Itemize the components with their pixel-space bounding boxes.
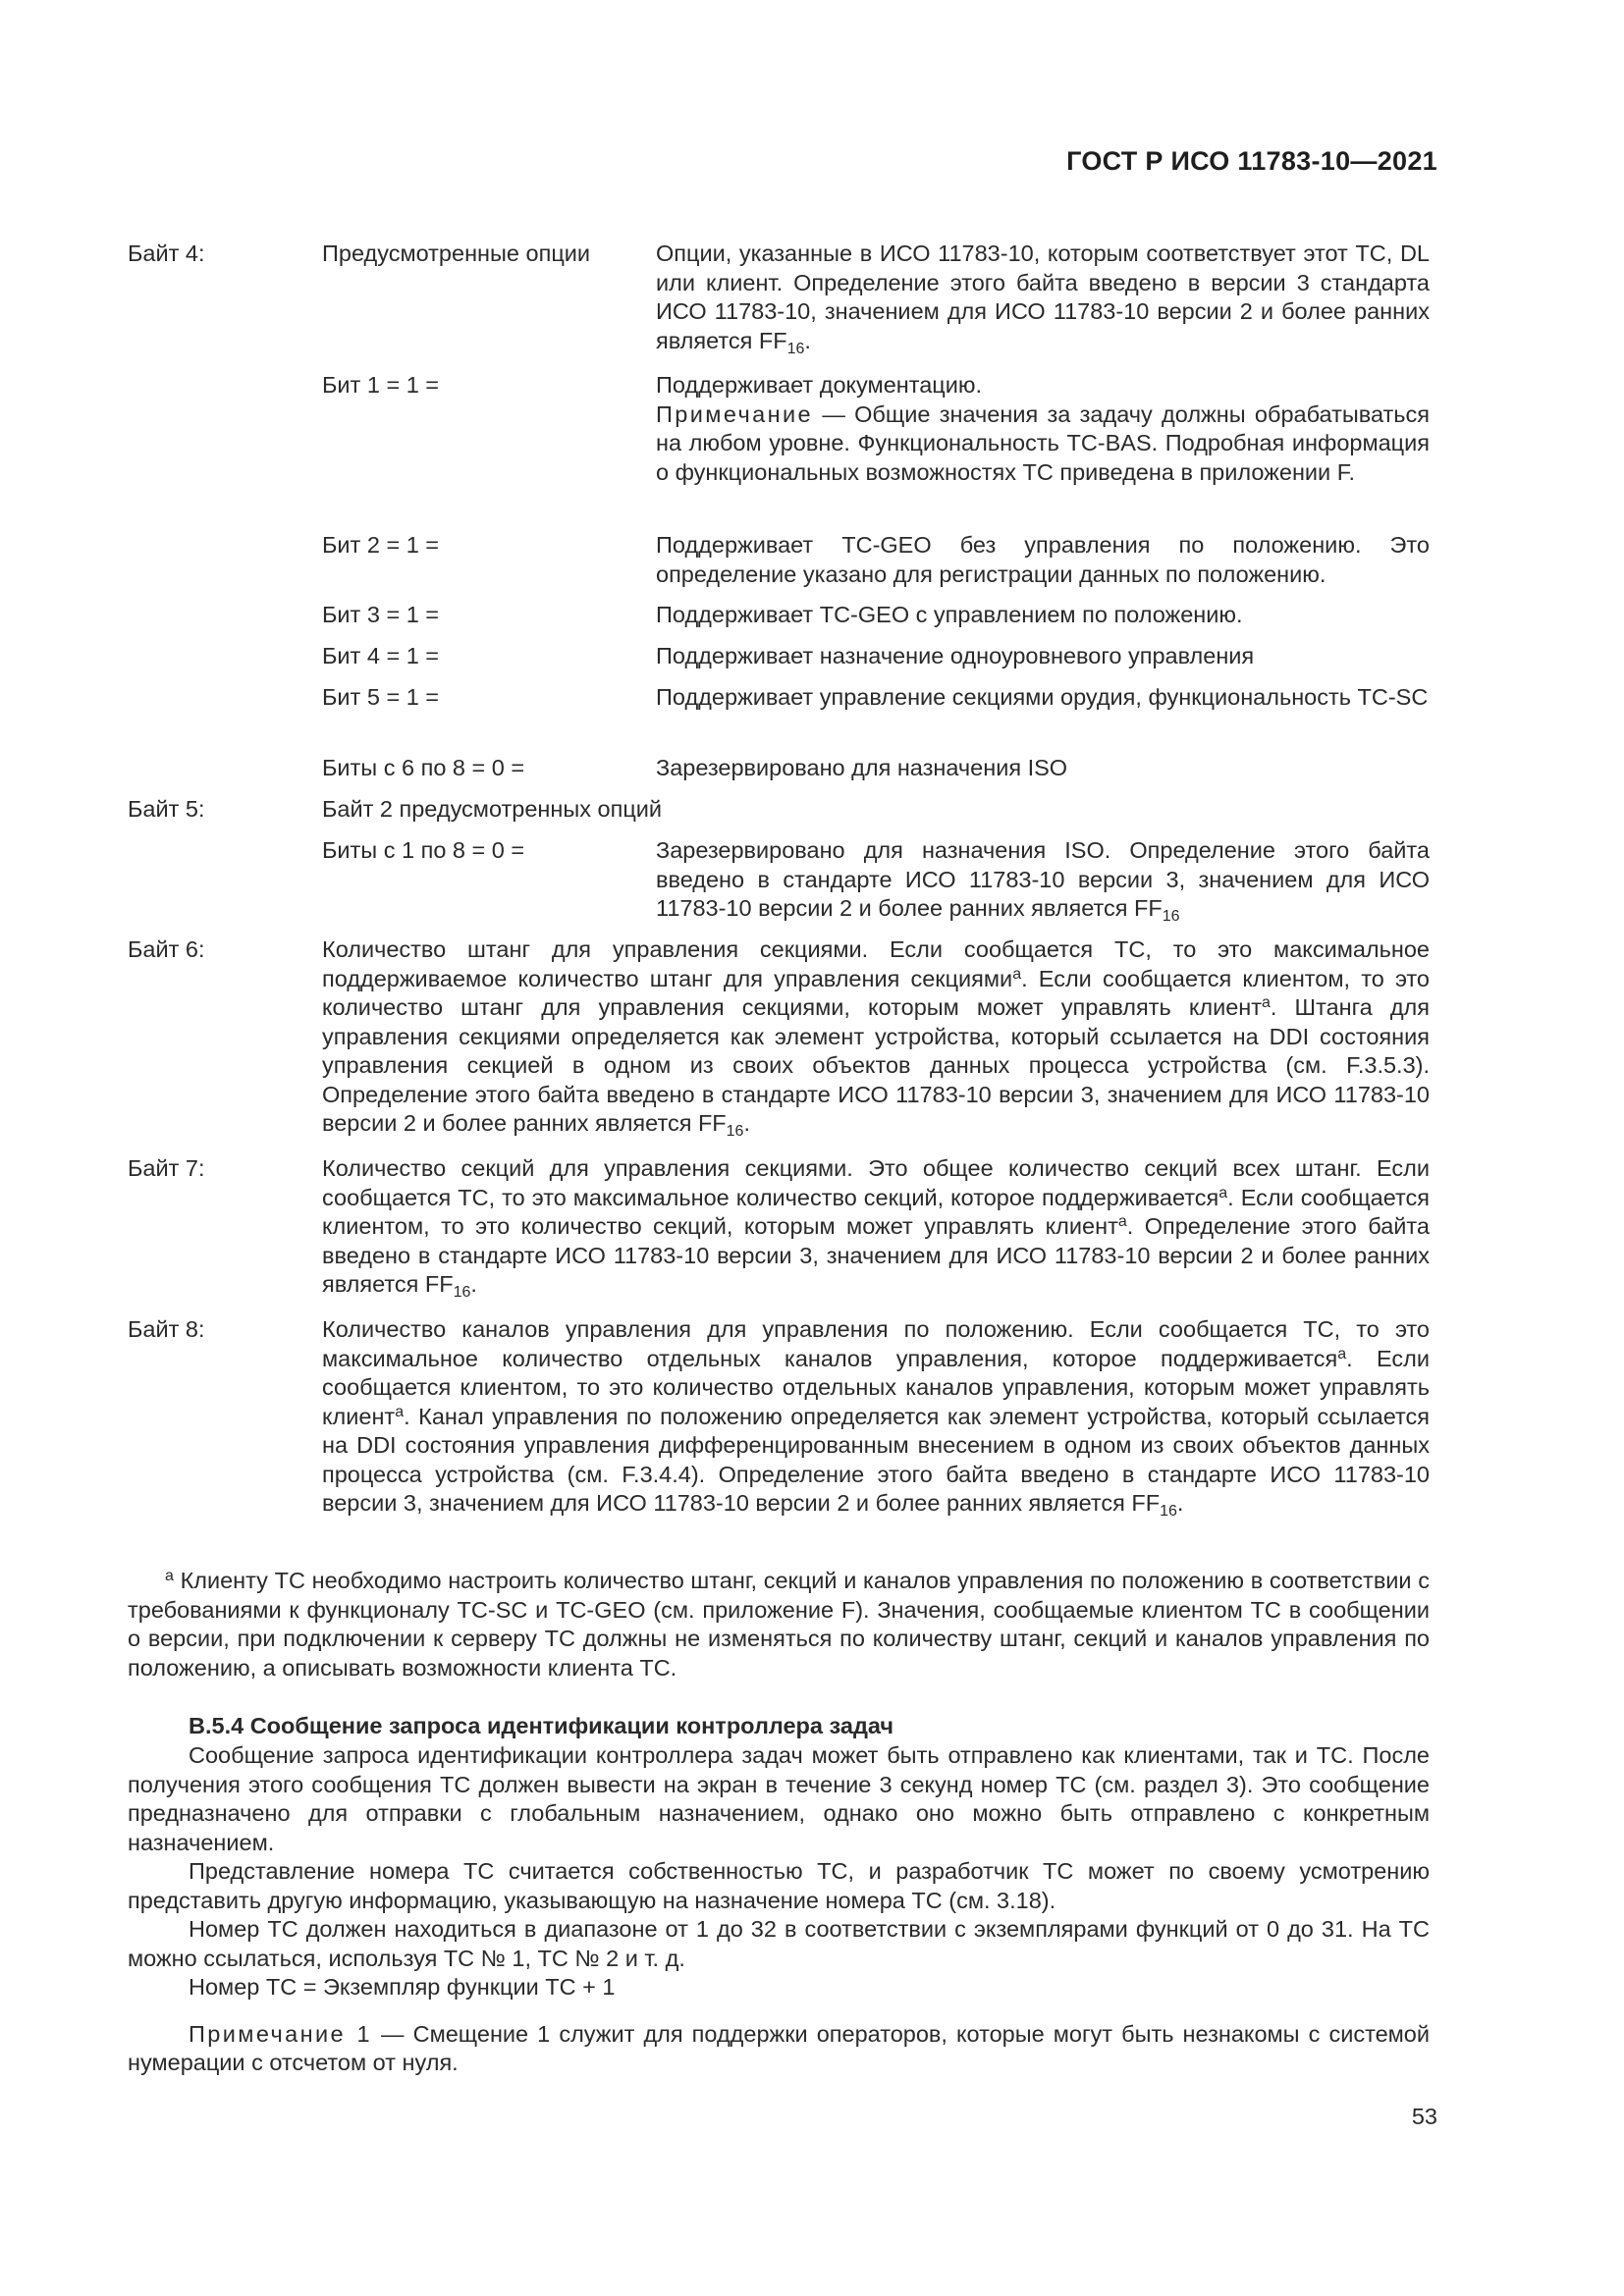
bit-2-description: Поддерживает TC-GEO без управления по положению. Это определение указано для регистрации данных по положению. bbox=[656, 532, 1430, 587]
byte-6-label: Байт 6: bbox=[128, 936, 205, 962]
bit-4-label: Бит 4 = 1 = bbox=[322, 643, 440, 668]
section-note: Примечание 1 — Смещение 1 служит для поддержки операторов, которые могут быть незнакомы с системой нумерации с отсчетом от нуля. bbox=[128, 2020, 1430, 2075]
byte-5-description: Зарезервировано для назначения ISO. Определение этого байта введено в стандарте ИСО 11783-10 версии 3, значением для ИСО 11783-10 версии 2 и более ранних является $FF_{16}$ bbox=[656, 837, 1430, 925]
byte-5-label: Байт 5: bbox=[128, 796, 205, 822]
byte-5-bits-label: Биты с 1 по 8 = 0 = bbox=[322, 837, 525, 863]
section-title: В.5.4 Сообщение запроса идентификации контроллера задач bbox=[189, 1713, 894, 1738]
document-header: ГОСТ Р ИСО 11783-10—2021 bbox=[1066, 146, 1437, 176]
section-paragraph: Номер ТС должен находиться в диапазоне от 1 до 32 в соответствии с экземплярами функций от 0 до 31. На ТС можно ссылаться, используя ТС № 1, ТС № 2 и т. д. bbox=[128, 1916, 1430, 1971]
bit-2-label: Бит 2 = 1 = bbox=[322, 532, 440, 558]
byte-4-label: Байт 4: bbox=[128, 240, 205, 266]
bits-6-8-description: Зарезервировано для назначения ISO bbox=[656, 755, 1068, 780]
section-body bbox=[128, 1741, 1430, 2078]
byte-6-description: Количество штанг для управления секциями. Если сообщается ТС, то это максимальное поддерживаемое количество штанг для управления секциями$^a$. Если сообщается клиентом, то это количество штанг для управления секциями, которым может управлять клиент$^a$. Штанга для управления секциями определяется как элемент устройства, который ссылается на DDI состояния управления секцией в одном из своих объектов данных процесса устройства (см. F.3.5.3). Определение этого байта введено в стандарте ИСО 11783-10 версии 3, значением для ИСО 11783-10 версии 2 и более ранних является $FF_{16}$. bbox=[322, 936, 1430, 1140]
bit-5-label: Бит 5 = 1 = bbox=[322, 684, 440, 710]
bit-1-description: Поддерживает документацию. Примечание — Общие значения за задачу должны обрабатываться на любом уровне. Функциональность TC-BAS. Подробная информация о функциональных возможностях ТС приведена в приложении F. bbox=[656, 372, 1430, 485]
footnote: $^a$ Клиенту ТС необходимо настроить количество штанг, секций и каналов управления по положению в соответствии с требованиями к функционалу TC-SC и TC-GEO (см. приложение F). Значения, сообщаемые клиентом ТС в сообщении о версии, при подключении к серверу ТС должны не изменяться по количеству штанг, секций и каналов управления по положению, а описывать возможности клиента ТС. bbox=[128, 1568, 1430, 1681]
note-label: Примечание bbox=[656, 400, 814, 427]
section-formula: Номер ТС = Экземпляр функции ТС + 1 bbox=[189, 1974, 616, 2000]
bits-6-8-label: Биты с 6 по 8 = 0 = bbox=[322, 755, 525, 780]
bit-5-description: Поддерживает управление секциями орудия, функциональность TC-SC bbox=[656, 684, 1429, 710]
byte-4-title: Предусмотренные опции bbox=[322, 240, 591, 266]
byte-7-label: Байт 7: bbox=[128, 1155, 205, 1181]
byte-5-title: Байт 2 предусмотренных опций bbox=[322, 796, 663, 822]
section-paragraph: Представление номера ТС считается собственностью ТС, и разработчик ТС может по своему усмотрению представить другую информацию, указывающую на назначение номера ТС (см. 3.18). bbox=[128, 1858, 1430, 1913]
bit-3-label: Бит 3 = 1 = bbox=[322, 602, 440, 627]
byte-8-label: Байт 8: bbox=[128, 1316, 205, 1342]
bit-3-description: Поддерживает TC-GEO с управлением по положению. bbox=[656, 602, 1243, 627]
section-paragraph: Сообщение запроса идентификации контроллера задач может быть отправлено как клиентами, так и ТС. После получения этого сообщения ТС должен вывести на экран в течение 3 секунд номер ТС (см. раздел 3). Это сообщение предназначено для отправки с глобальным назначением, однако оно можно быть отправлено с конкретным назначением. bbox=[128, 1742, 1430, 1855]
byte-4-description: Опции, указанные в ИСО 11783-10, которым соответствует этот ТС, DL или клиент. Определение этого байта введено в версии 3 стандарта ИСО 11783-10, значением для ИСО 11783-10 версии 2 и более ранних является $FF_{16}$. bbox=[656, 240, 1430, 357]
bit-4-description: Поддерживает назначение одноуровневого управления bbox=[656, 643, 1255, 668]
byte-8-description: Количество каналов управления для управления по положению. Если сообщается ТС, то это максимальное количество отдельных каналов управления, которое поддерживается$^a$. Если сообщается клиентом, то это количество отдельных каналов управления, которым может управлять клиент$^a$. Канал управления по положению определяется как элемент устройства, который ссылается на DDI состояния управления дифференцированным внесением в одном из своих объектов данных процесса устройства (см. F.3.4.4). Определение этого байта введено в стандарте ИСО 11783-10 версии 3, значением для ИСО 11783-10 версии 2 и более ранних является $FF_{16}$. bbox=[322, 1316, 1430, 1520]
bit-1-label: Бит 1 = 1 = bbox=[322, 372, 440, 398]
byte-7-description: Количество секций для управления секциями. Это общее количество секций всех штанг. Если сообщается ТС, то это максимальное количество секций, которое поддерживается$^a$. Если сообщается клиентом, то это количество секций, которым может управлять клиент$^a$. Определение этого байта введено в стандарте ИСО 11783-10 версии 3, значением для ИСО 11783-10 версии 2 и более ранних является $FF_{16}$. bbox=[322, 1155, 1430, 1301]
page-number: 53 bbox=[1411, 2104, 1437, 2129]
